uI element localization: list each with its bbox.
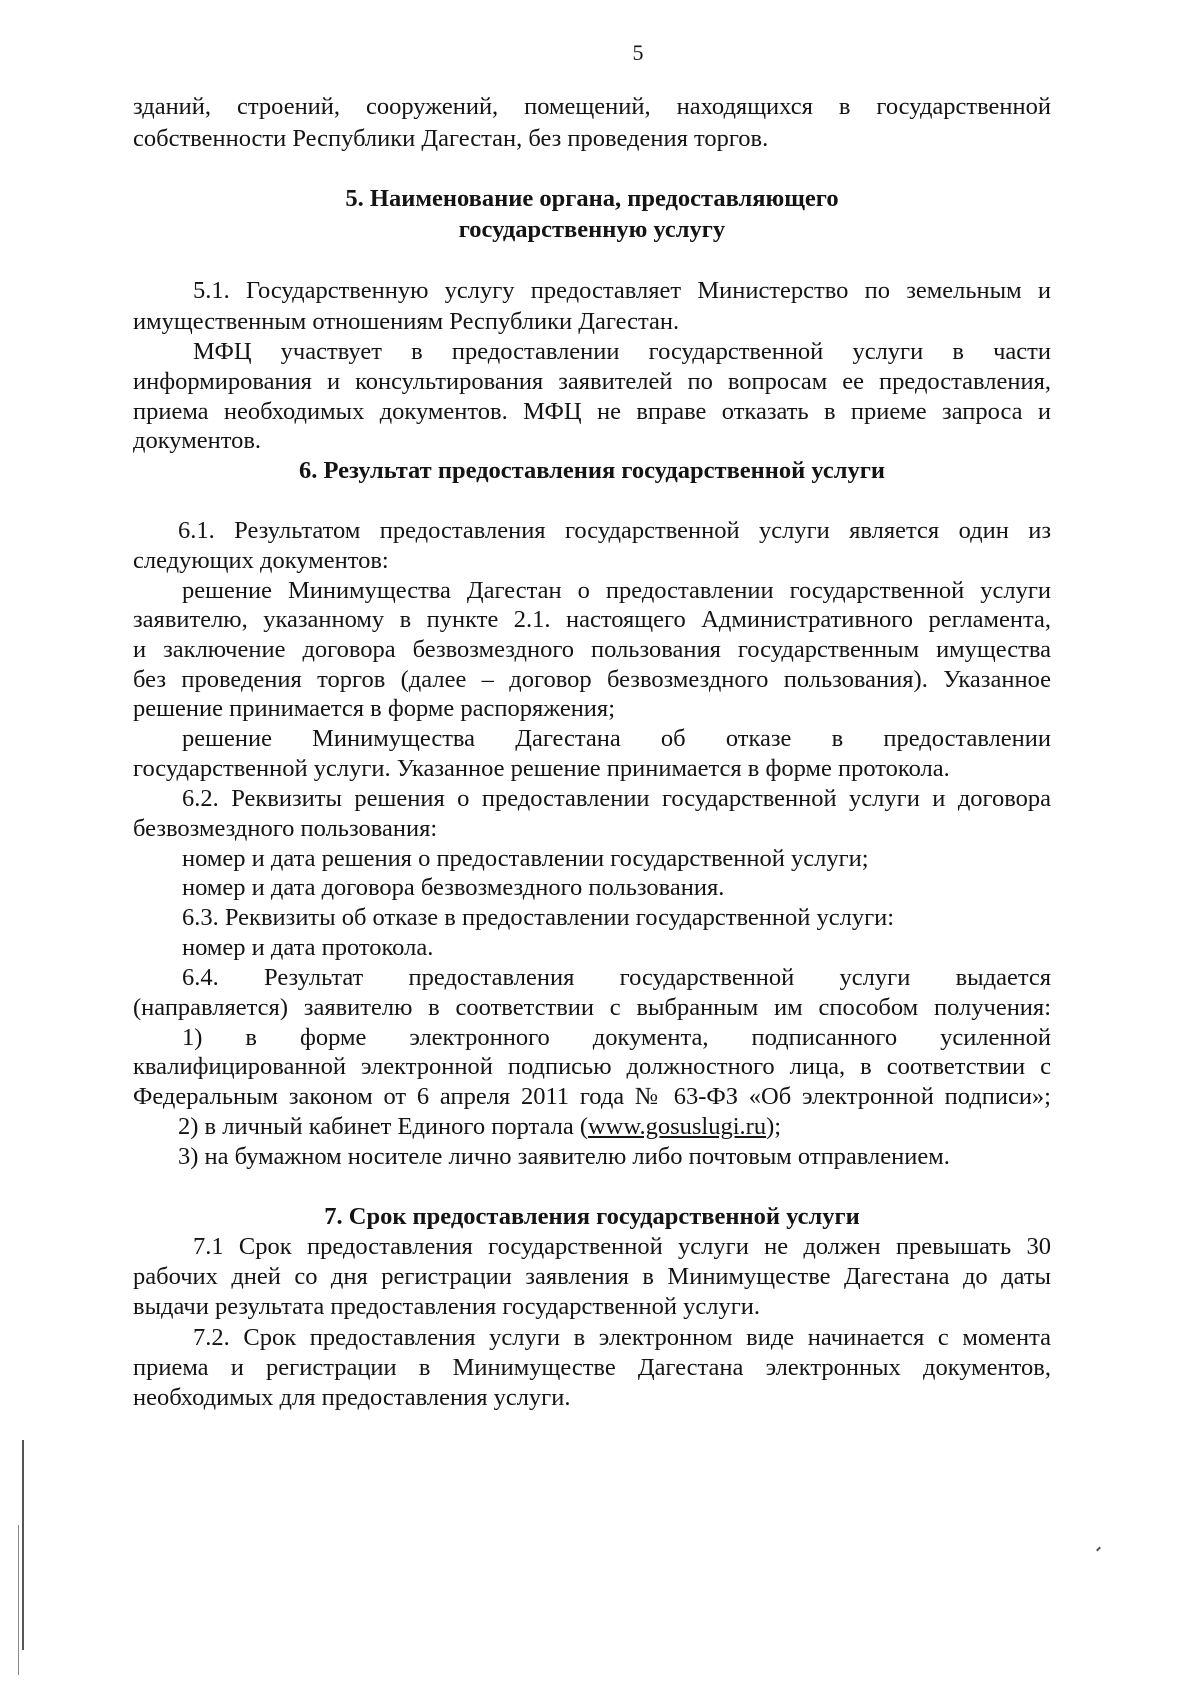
paragraph-6-1: 6.1. Результатом предоставления государственной услуги является один из [178,517,1051,544]
body-line: имущественным отношениям Республики Дагестан. [133,308,680,335]
body-line: следующих документов: [133,547,389,574]
list-item-2-suffix: ); [766,1113,782,1140]
body-line: необходимых для предоставления услуги. [133,1384,571,1411]
list-item-1: 1) в форме электронного документа, подписанного усиленной [182,1024,1051,1051]
body-line: заявителю, указанному в пункте 2.1. настоящего Административного регламента, [133,606,1051,633]
paragraph-mfc: МФЦ участвует в предоставлении государственной услуги в части [193,338,1051,365]
body-line: документов. [133,427,262,454]
body-line: информирования и консультирования заявителей по вопросам ее предоставления, [133,368,1051,395]
section-5-heading-line2: государственную услугу [458,216,726,243]
list-item: номер и дата договора безвозмездного пользования. [182,874,725,901]
body-line: без проведения торгов (далее – договор безвозмездного пользования). Указанное [133,666,1051,693]
page-number: 5 [632,40,644,65]
scan-speck [1096,1547,1101,1552]
list-item: номер и дата решения о предоставлении государственной услуги; [182,845,869,872]
body-line: квалифицированной электронной подписью должностного лица, в соответствии с [133,1053,1051,1080]
body-line: рабочих дней со дня регистрации заявления в Минимуществе Дагестана до даты [133,1263,1051,1290]
scan-edge-line [22,1440,24,1650]
paragraph-6-2: 6.2. Реквизиты решения о предоставлении государственной услуги и договора [182,785,1051,812]
body-line: выдачи результата предоставления государственной услуги. [133,1293,760,1320]
body-line: государственной услуги. Указанное решение принимается в форме протокола. [133,755,950,782]
list-item-3: 3) на бумажном носителе лично заявителю либо почтовым отправлением. [178,1143,950,1170]
paragraph-decision: решение Минимущества Дагестан о предоставлении государственной услуги [182,577,1051,604]
scan-edge-line [18,1525,19,1675]
paragraph-7-2: 7.2. Срок предоставления услуги в электронном виде начинается с момента [193,1324,1051,1351]
body-line: зданий, строений, сооружений, помещений, находящихся в государственной [133,93,1051,120]
paragraph-7-1: 7.1 Срок предоставления государственной услуги не должен превышать 30 [193,1233,1051,1260]
body-line: решение принимается в форме распоряжения; [133,695,615,722]
section-5-heading: 5. Наименование органа, предоставляющего [345,185,839,212]
body-line: приема и регистрации в Минимуществе Дагестана электронных документов, [133,1354,1051,1381]
section-7-heading: 7. Срок предоставления государственной услуги [324,1203,860,1230]
list-item-2 [178,1111,781,1143]
paragraph-refusal: решение Минимущества Дагестана об отказе в предоставлении [182,725,1051,752]
list-item: номер и дата протокола. [182,934,434,961]
body-line: приема необходимых документов. МФЦ не вправе отказать в приеме запроса и [133,398,1051,425]
body-line: Федеральным законом от 6 апреля 2011 года № 63-ФЗ «Об электронной подписи»; [133,1083,1051,1110]
paragraph-6-4: 6.4. Результат предоставления государственной услуги выдается [182,964,1051,991]
body-line: безвозмездного пользования: [133,815,438,842]
list-item-2-prefix: 2) в личный кабинет Единого портала ( [178,1113,588,1140]
section-6-heading: 6. Результат предоставления государственной услуги [298,457,886,484]
body-line: и заключение договора безвозмездного пользования государственным имущества [133,636,1051,663]
body-line: (направляется) заявителю в соответствии с выбранным им способом получения: [133,994,1051,1021]
portal-link[interactable]: www.gosuslugi.ru [587,1113,767,1140]
paragraph-5-1: 5.1. Государственную услугу предоставляет Министерство по земельным и [193,277,1051,304]
paragraph-6-3: 6.3. Реквизиты об отказе в предоставлении государственной услуги: [182,904,895,931]
body-line: собственности Республики Дагестан, без проведения торгов. [133,125,769,152]
